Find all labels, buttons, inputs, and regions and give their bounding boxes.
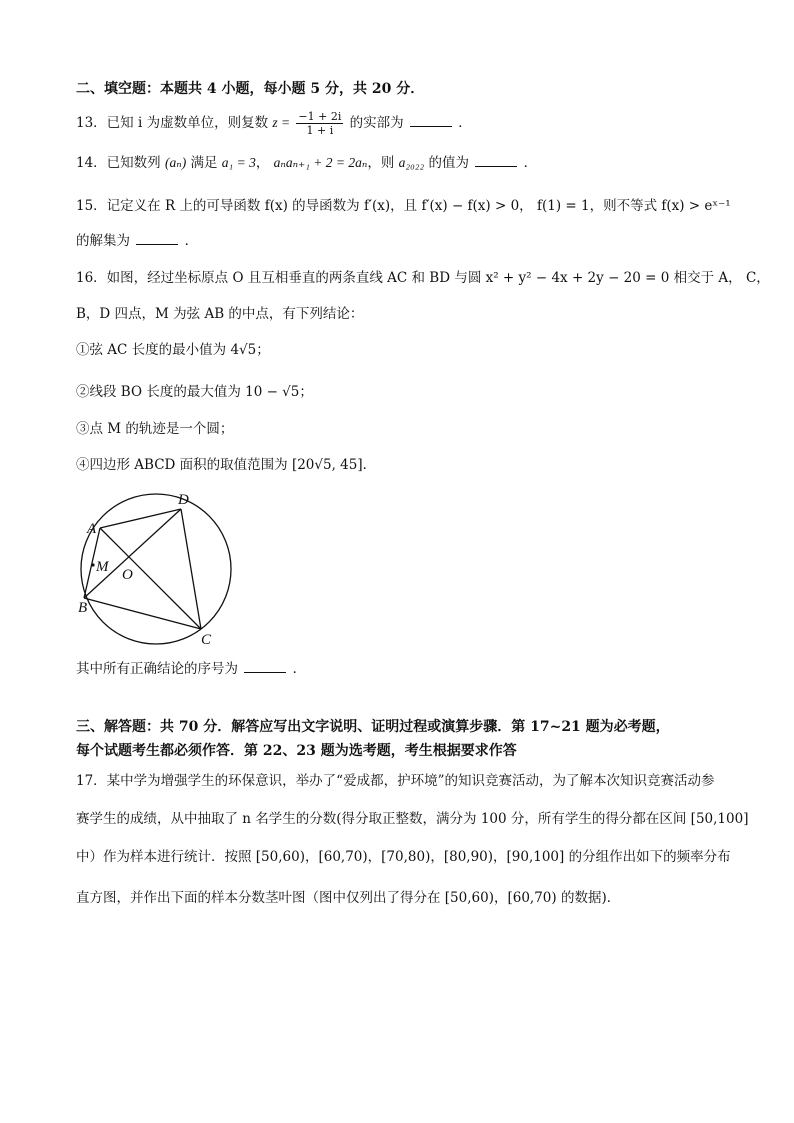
q16-conclusion-1: ①弦 AC 长度的最小值为 4√5；	[76, 342, 270, 358]
q13-z: z =	[272, 115, 291, 130]
q13-fraction	[296, 110, 343, 137]
question-14	[76, 154, 537, 172]
point-M	[91, 563, 94, 566]
q15-line2-prefix: 的解集为	[76, 233, 130, 249]
q16-tail	[76, 660, 306, 678]
label-C: C	[201, 632, 212, 648]
q16-tail-prefix: 其中所有正确结论的序号为	[76, 661, 238, 677]
line-AD	[100, 509, 181, 528]
q16-conclusion-4: ④四边形 ABCD 面积的取值范围为 [20√5, 45]．	[76, 457, 377, 473]
q15-answer-blank	[136, 232, 178, 245]
q13-suffix: 的实部为	[349, 115, 404, 131]
q14-sep: ，	[255, 155, 270, 171]
q14-target: a₂₀₂₂	[398, 155, 425, 170]
q13-denominator: 1 + i	[306, 124, 334, 137]
line-BC	[84, 598, 201, 629]
q17-line4: 直方图，并作出下面的样本分数茎叶图（图中仅列出了得分在 [50,60)，[60,70) 的数据)．	[76, 890, 621, 906]
q17-line3: 中）作为样本进行统计．按照 [50,60)，[60,70)，[70,80)，[80,90)，[90,100] 的分组作出如下的频率分布	[76, 849, 731, 865]
q13-prefix: 13．已知 i 为虚数单位，则复数	[76, 115, 269, 131]
q13-numerator: −1 + 2i	[298, 110, 342, 123]
label-A: A	[87, 521, 97, 537]
q14-answer-blank	[475, 154, 517, 167]
q14-mid2: ，则	[367, 155, 395, 171]
label-D: D	[178, 492, 189, 508]
q14-prefix: 14．已知数列	[76, 155, 161, 171]
q16-answer-blank	[244, 660, 286, 673]
q17-line1: 17．某中学为增强学生的环保意识，举办了“爱成都，护环境”的知识竞赛活动，为了解本次知识竞赛活动参	[76, 773, 715, 789]
question-13	[76, 110, 472, 137]
question-15-line2	[76, 232, 198, 250]
section2-heading: 二、填空题：本题共 4 小题，每小题 5 分，共 20 分．	[76, 81, 425, 97]
circle-figure	[72, 488, 242, 650]
q17-line2: 赛学生的成绩，从中抽取了 n 名学生的分数(得分取正整数，满分为 100 分，所有学生的得分都在区间 [50,100]	[76, 811, 749, 827]
q13-end: ．	[458, 115, 472, 131]
q16-conclusion-2: ②线段 BO 长度的最大值为 10 − √5；	[76, 384, 313, 400]
q15-end: ．	[184, 233, 199, 249]
q16-conclusion-3: ③点 M 的轨迹是一个圆；	[76, 421, 234, 437]
q14-end: ．	[523, 155, 538, 171]
section3-heading-line2: 每个试题考生都必须作答．第 22、23 题为选考题，考生根据要求作答	[76, 743, 517, 759]
q16-end: ．	[292, 661, 307, 677]
line-BD	[84, 509, 181, 598]
q14-suffix: 的值为	[428, 155, 469, 171]
label-O: O	[122, 567, 133, 583]
question-16-line1: 16．如图，经过坐标原点 O 且互相垂直的两条直线 AC 和 BD 与圆 x² + y² − 4x + 2y − 20 = 0 相交于 A， C，	[76, 270, 770, 286]
q14-cond2: aₙaₙ₊₁ + 2 = 2aₙ	[273, 155, 368, 170]
section3-heading-line1: 三、解答题：共 70 分．解答应写出文字说明、证明过程或演算步骤．第 17~21 题为必考题，	[76, 719, 670, 735]
line-AC	[100, 528, 201, 629]
question-16-line2: B，D 四点，M 为弦 AB 的中点，有下列结论：	[76, 306, 364, 322]
label-B: B	[78, 600, 88, 616]
q14-seq: (aₙ)	[164, 155, 187, 170]
line-DC	[181, 509, 201, 629]
q14-mid1: 满足	[190, 155, 218, 171]
q13-answer-blank	[410, 114, 452, 127]
question-15-line1: 15．记定义在 R 上的可导函数 f(x) 的导函数为 f′(x)，且 f′(x) − f(x) > 0， f(1) = 1，则不等式 f(x) > eˣ⁻¹	[76, 198, 731, 214]
label-M: M	[96, 559, 109, 575]
q14-cond1: a₁ = 3	[221, 155, 256, 170]
